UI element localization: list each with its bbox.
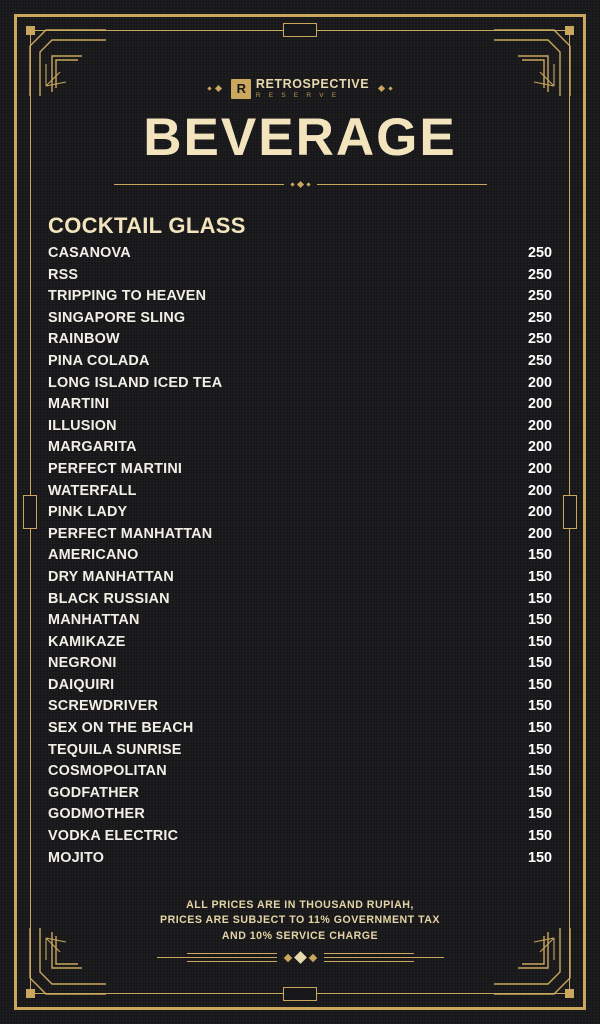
menu-item-name: MANHATTAN — [48, 612, 140, 629]
menu-item — [48, 612, 552, 634]
menu-item-price: 250 — [527, 288, 552, 305]
menu-item — [48, 634, 552, 656]
menu-item-name: BLACK RUSSIAN — [48, 590, 170, 607]
title-divider — [46, 182, 554, 187]
menu-item — [48, 850, 552, 872]
menu-item-name: CASANOVA — [48, 245, 131, 261]
menu-item — [48, 806, 552, 828]
ornament-lines-left — [157, 953, 277, 962]
menu-item-price: 150 — [527, 676, 552, 693]
menu-item-price: 250 — [527, 245, 552, 261]
brand-lockup — [46, 78, 554, 99]
section-title-cocktail-glass: COCKTAIL GLASS — [48, 213, 246, 238]
menu-item-price: 150 — [527, 612, 552, 629]
menu-item-name: MARGARITA — [48, 439, 137, 456]
menu-item-name: ILLUSION — [48, 417, 117, 434]
menu-item — [48, 828, 552, 850]
menu-item-price: 200 — [527, 374, 552, 391]
ornament-diamonds — [285, 953, 316, 962]
menu-item-name: TEQUILA SUNRISE — [48, 741, 182, 758]
brand-subtitle: R E S E R V E — [255, 91, 340, 99]
bottom-ornament — [0, 953, 600, 962]
menu-item — [48, 547, 552, 569]
diamond-icon — [378, 85, 385, 92]
diamond-icon — [294, 951, 307, 964]
diamond-icon — [296, 181, 303, 188]
menu-item-name: KAMIKAZE — [48, 633, 126, 650]
menu-item-name: VODKA ELECTRIC — [48, 828, 179, 845]
divider-line-left — [114, 184, 284, 185]
menu-item — [48, 526, 552, 548]
menu-item — [48, 331, 552, 353]
diamond-icon — [215, 85, 222, 92]
menu-item-name: TRIPPING TO HEAVEN — [48, 288, 207, 305]
menu-item-price: 150 — [527, 698, 552, 715]
menu-item-price: 150 — [527, 828, 552, 845]
menu-item — [48, 677, 552, 699]
menu-item-list — [46, 245, 554, 871]
menu-item-price: 150 — [527, 655, 552, 672]
menu-item-price: 150 — [527, 806, 552, 823]
menu-item-price: 200 — [527, 525, 552, 542]
divider-diamonds — [291, 182, 310, 187]
menu-item-price: 150 — [527, 720, 552, 737]
menu-item-price: 150 — [527, 784, 552, 801]
menu-item-name: DRY MANHATTAN — [48, 568, 174, 585]
page-title: BEVERAGE — [143, 108, 457, 167]
menu-content — [46, 58, 554, 966]
menu-item-name: SCREWDRIVER — [48, 698, 159, 715]
menu-item-name: WATERFALL — [48, 482, 137, 499]
menu-item-price: 150 — [527, 763, 552, 780]
diamond-icon — [207, 86, 211, 90]
menu-item-name: PINA COLADA — [48, 352, 150, 369]
menu-item-name: GODFATHER — [48, 784, 140, 801]
menu-item — [48, 375, 552, 397]
menu-item — [48, 655, 552, 677]
menu-item-price: 150 — [527, 849, 552, 866]
menu-item-price: 200 — [527, 460, 552, 477]
menu-item-price: 250 — [527, 352, 552, 369]
menu-item-name: LONG ISLAND ICED TEA — [48, 374, 223, 391]
menu-item — [48, 742, 552, 764]
menu-item-name: COSMOPOLITAN — [48, 763, 167, 780]
menu-item — [48, 591, 552, 613]
menu-item-name: RAINBOW — [48, 331, 120, 348]
disclaimer-line-2: PRICES ARE SUBJECT TO 11% GOVERNMENT TAX — [160, 914, 440, 927]
menu-item — [48, 483, 552, 505]
frame-tab-bottom — [283, 987, 317, 1001]
menu-item — [48, 288, 552, 310]
menu-item-name: GODMOTHER — [48, 806, 145, 823]
menu-item — [48, 461, 552, 483]
disclaimer-line-1: ALL PRICES ARE IN THOUSAND RUPIAH, — [186, 898, 414, 911]
ornament-lines-right — [324, 953, 444, 962]
menu-item — [48, 763, 552, 785]
diamond-icon — [283, 953, 291, 961]
menu-item-name: RSS — [48, 266, 79, 283]
menu-item-price: 200 — [527, 439, 552, 456]
menu-item-price: 200 — [527, 396, 552, 413]
brand-diamonds-right — [379, 86, 392, 91]
menu-item-name: DAIQUIRI — [48, 676, 115, 693]
brand-diamonds-left — [208, 86, 221, 91]
menu-item-price: 200 — [527, 482, 552, 499]
brand-name: RETROSPECTIVE — [255, 77, 370, 91]
frame-tab-top — [283, 23, 317, 37]
diamond-icon — [306, 182, 310, 186]
menu-item — [48, 245, 552, 267]
menu-item-name: AMERICANO — [48, 547, 139, 564]
menu-item-name: PINK LADY — [48, 504, 128, 521]
menu-item — [48, 698, 552, 720]
menu-item — [48, 439, 552, 461]
menu-item-name: NEGRONI — [48, 655, 117, 672]
menu-item — [48, 504, 552, 526]
menu-item — [48, 418, 552, 440]
menu-item-price: 250 — [527, 266, 552, 283]
menu-item — [48, 396, 552, 418]
menu-item-price: 150 — [527, 568, 552, 585]
menu-item — [48, 353, 552, 375]
menu-item-price: 150 — [527, 741, 552, 758]
menu-item-name: MARTINI — [48, 396, 110, 413]
menu-item-name: SEX ON THE BEACH — [48, 720, 194, 737]
menu-item — [48, 785, 552, 807]
divider-line-right — [317, 184, 487, 185]
menu-item-name: PERFECT MANHATTAN — [48, 525, 213, 542]
diamond-icon — [290, 182, 294, 186]
menu-item-price: 150 — [527, 547, 552, 564]
diamond-icon — [308, 953, 316, 961]
frame-notch-right — [563, 495, 577, 529]
menu-item — [48, 720, 552, 742]
brand-text — [256, 78, 369, 99]
menu-item-price: 250 — [527, 331, 552, 348]
menu-item-price: 150 — [527, 590, 552, 607]
menu-item-price: 250 — [527, 309, 552, 326]
menu-item — [48, 267, 552, 289]
brand-logo-icon: R — [231, 79, 251, 99]
menu-item-name: PERFECT MARTINI — [48, 460, 183, 477]
menu-item — [48, 569, 552, 591]
menu-item — [48, 310, 552, 332]
menu-item-name: MOJITO — [48, 849, 105, 866]
menu-item-name: SINGAPORE SLING — [48, 309, 186, 326]
menu-item-price: 200 — [527, 504, 552, 521]
disclaimer-line-3: AND 10% SERVICE CHARGE — [221, 929, 379, 942]
diamond-icon — [389, 86, 393, 90]
menu-item-price: 200 — [527, 417, 552, 434]
brand-mark — [231, 78, 369, 99]
frame-notch-left — [23, 495, 37, 529]
menu-item-price: 150 — [527, 633, 552, 650]
